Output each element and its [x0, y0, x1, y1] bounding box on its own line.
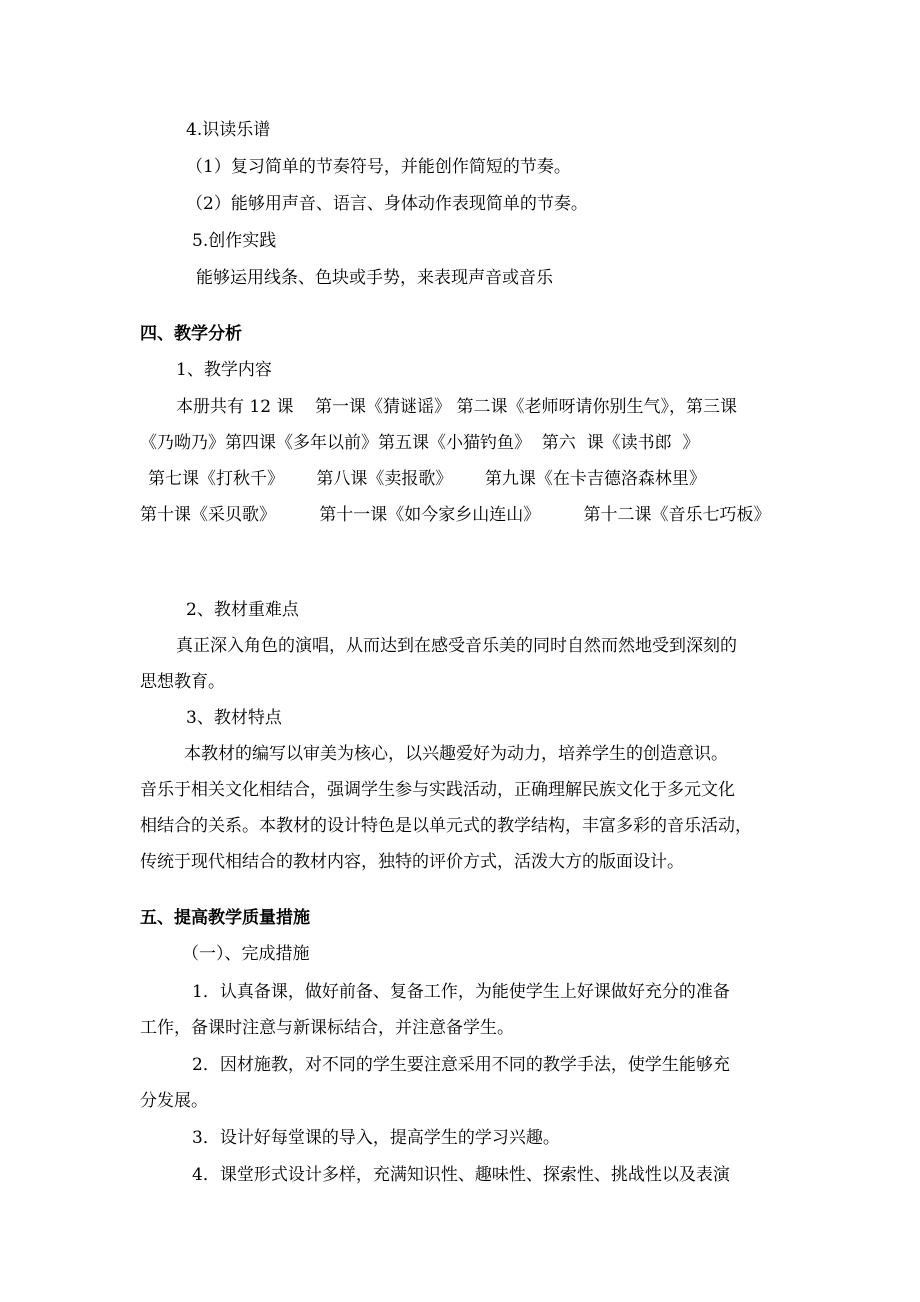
- section5-heading: 五、提高教学质量措施: [140, 908, 310, 928]
- item4-title: 4.识读乐谱: [186, 120, 271, 140]
- measure-line: 3．设计好每堂课的导入，提高学生的学习兴趣。: [192, 1128, 560, 1148]
- measure-line: 分发展。: [140, 1091, 208, 1111]
- section4-sub3-title: 3、教材特点: [186, 708, 282, 728]
- section4-sub2-title: 2、教材重难点: [186, 600, 299, 620]
- item4-point-1: （1）复习简单的节奏符号，并能创作简短的节奏。: [186, 157, 571, 177]
- measure-line: 4．课堂形式设计多样，充满知识性、趣味性、探索性、挑战性以及表演: [192, 1165, 730, 1185]
- sub3-paragraph-line: 传统于现代相结合的教材内容，独特的评价方式，活泼大方的版面设计。: [140, 852, 684, 872]
- sub3-paragraph-line: 本教材的编写以审美为核心，以兴趣爱好为动力，培养学生的创造意识。: [184, 744, 728, 764]
- sub2-paragraph-line: 真正深入角色的演唱，从而达到在感受音乐美的同时自然而然地受到深刻的: [176, 636, 737, 656]
- sub3-paragraph-line: 音乐于相关文化相结合，强调学生参与实践活动，正确理解民族文化于多元文化: [140, 780, 735, 800]
- measure-line: 工作，备课时注意与新课标结合，并注意备学生。: [140, 1018, 514, 1038]
- item5-title: 5.创作实践: [192, 231, 277, 251]
- measure-line: 1．认真备课，做好前备、复备工作，为能使学生上好课做好充分的准备: [192, 982, 730, 1002]
- section4-heading: 四、教学分析: [140, 324, 242, 344]
- measure-line: 2．因材施教，对不同的学生要注意采用不同的教学手法，使学生能够充: [192, 1055, 730, 1075]
- item4-point-2: （2）能够用声音、语言、身体动作表现简单的节奏。: [186, 194, 588, 214]
- sub3-paragraph-line: 相结合的关系。本教材的设计特色是以单元式的教学结构，丰富多彩的音乐活动，: [140, 816, 752, 836]
- section5-sub1-title: （一）、完成措施: [182, 944, 310, 964]
- lesson-list-line: 本册共有 12 课 第一课《猜谜谣》 第二课《老师呀请你别生气》，第三课: [176, 397, 737, 417]
- lesson-list-line: 第七课《打秋千》 第八课《卖报歌》 第九课《在卡吉德洛森林里》: [148, 469, 706, 489]
- section4-sub1-title: 1、教学内容: [176, 360, 272, 380]
- sub2-paragraph-line: 思想教育。: [140, 672, 225, 692]
- lesson-list-line: 《乃呦乃》第四课《多年以前》第五课《小猫钓鱼》 第六 课《读书郎 》: [140, 433, 700, 453]
- item5-point-1: 能够运用线条、色块或手势，来表现声音或音乐: [196, 268, 553, 288]
- lesson-list-line: 第十课《采贝歌》 第十一课《如今家乡山连山》 第十二课《音乐七巧板》: [140, 505, 771, 525]
